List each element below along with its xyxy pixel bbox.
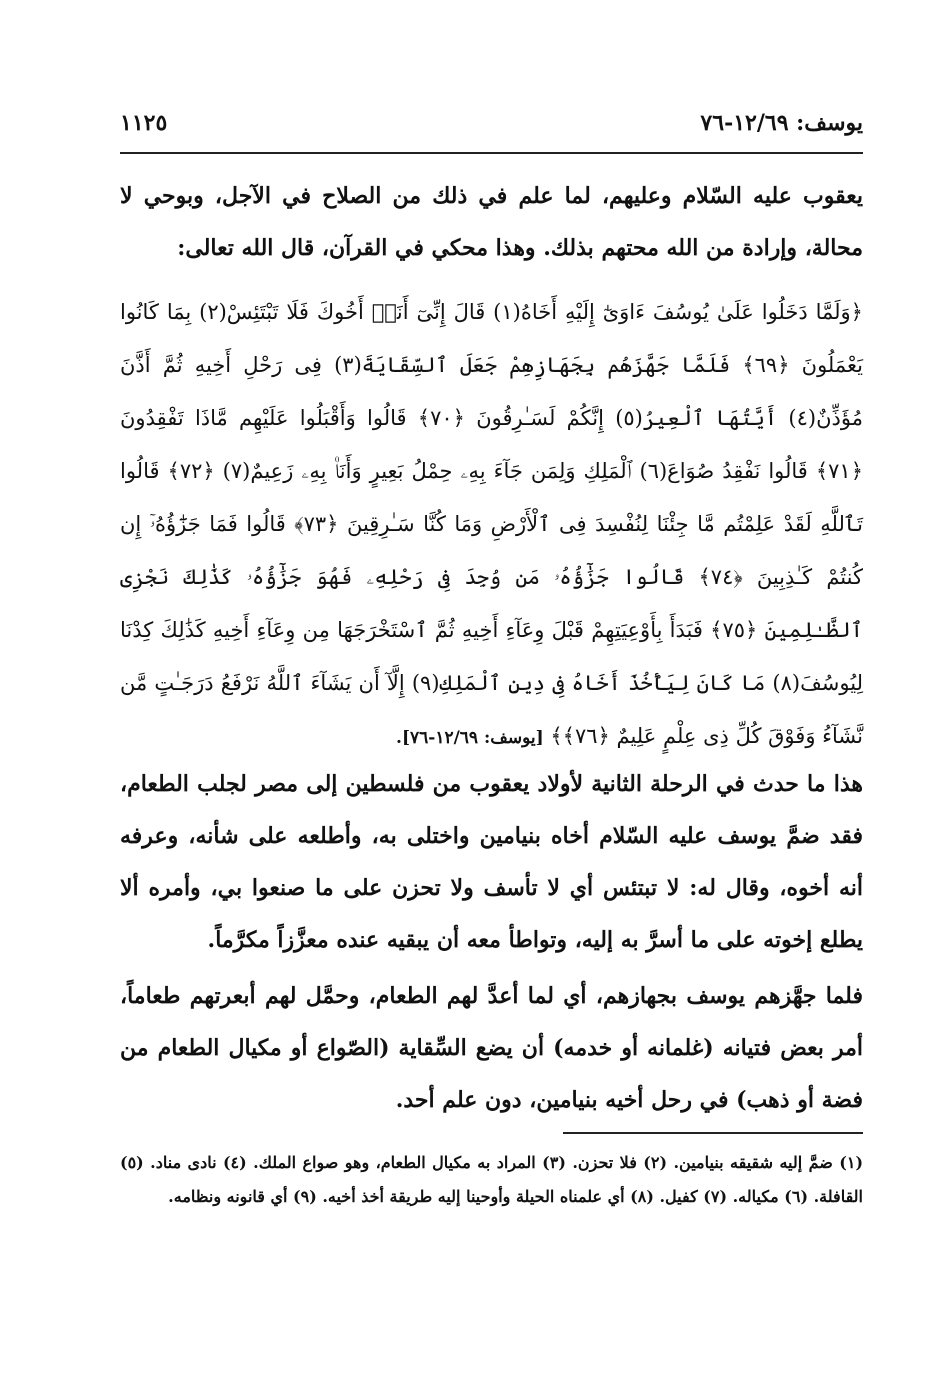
footnotes: (١) ضمَّ إليه شقيقه بنيامين. (٢) فلا تحزن. (٣) المراد به مكيال الطعام، وهو صواع الملك. (٤) نادى مناد. (٥) القافلة. (٦) مكياله. (٧) كفيل. (٨) أي علمناه الحيلة وأوحينا إليه طريقة أخذ أخيه. (٩) أي قانونه ونظامه. <box>120 1153 864 1206</box>
footnote-divider <box>563 1132 863 1134</box>
intro-paragraph: يعقوب عليه السّلام وعليهم، لما علم في ذلك من الصلاح في الآجل، وبوحي لا محالة، وإرادة من الله محتهم بذلك. وهذا محكي في القرآن، قال الله تعالى: <box>120 183 863 261</box>
quran-verses: ﴿وَلَمَّا دَخَلُوا عَلَىٰ يُوسُفَ ءَاوَىٰٓ إِلَيْهِ أَخَاهُ(١) قَالَ إِنِّىٓ أَنَا۠ أَخُوكَ فَلَا تَبْتَئِسْ(٢) بِمَا كَانُوا يَعْمَلُونَ ﴿٦٩﴾ فَلَمَّا جَهَّزَهُم بِجَهَازِهِمْ جَعَلَ ٱلسِّقَايَةَ(٣) فِى رَحْلِ أَخِيهِ ثُمَّ أَذَّنَ مُؤَذِّنٌ(٤) أَيَّتُهَا ٱلْعِيرُ(٥) إِنَّكُمْ لَسَـٰرِقُونَ ﴿٧٠﴾ قَالُوا وَأَقْبَلُوا عَلَيْهِم مَّاذَا تَفْقِدُونَ ﴿٧١﴾ قَالُوا نَفْقِدُ صُوَاعَ(٦) ٱلْمَلِكِ وَلِمَن جَآءَ بِهِۦ حِمْلُ بَعِيرٍ وَأَنَا۠ بِهِۦ زَعِيمٌ(٧) ﴿٧٢﴾ قَالُوا تَٱللَّهِ لَقَدْ عَلِمْتُم مَّا جِئْنَا لِنُفْسِدَ فِى ٱلْأَرْضِ وَمَا كُنَّا سَـٰرِقِينَ ﴿٧٣﴾ قَالُوا فَمَا جَزَٰٓؤُهُۥٓ إِن كُنتُمْ كَـٰذِبِينَ ﴿٧٤﴾ قَالُوا جَزَٰٓؤُهُۥ مَن وُجِدَ فِى رَحْلِهِۦ فَهُوَ جَزَٰٓؤُهُۥ كَذَٰلِكَ نَجْزِى ٱلظَّـٰلِمِينَ ﴿٧٥﴾ فَبَدَأَ بِأَوْعِيَتِهِمْ قَبْلَ وِعَآءِ أَخِيهِ ثُمَّ ٱسْتَخْرَجَهَا مِن وِعَآءِ أَخِيهِ كَذَٰلِكَ كِدْنَا لِيُوسُفَ(٨) مَا كَانَ لِيَأْخُذَ أَخَاهُ فِى دِينِ ٱلْمَلِكِ(٩) إِلَّآ أَن يَشَآءَ ٱللَّهُ نَرْفَعُ دَرَجَـٰتٍ مَّن نَّشَآءُ وَفَوْقَ كُلِّ ذِى عِلْمٍ عَلِيمٌ ﴿٧٦﴾﴾ <box>120 300 864 748</box>
commentary-paragraph-1: هذا ما حدث في الرحلة الثانية لأولاد يعقوب من فلسطين إلى مصر لجلب الطعام، فقد ضمَّ يوسف عليه السّلام أخاه بنيامين واختلى به، وأطلعه على شأنه، وعرفه أنه أخوه، وقال له: لا تبتئس أي لا تأسف ولا تحزن على ما صنعوا بي، وأمره ألا يطلع إخوته على ما أسرَّ به إليه، وتواطأ معه أن يبقيه عنده معزَّزاً مكرَّماً. <box>120 771 863 953</box>
quran-passage <box>120 286 863 765</box>
page-header <box>120 100 863 154</box>
running-title: يوسف: ١٢/٦٩-٧٦ <box>700 110 863 136</box>
commentary-paragraph-2: فلما جهَّزهم يوسف بجهازهم، أي لما أعدَّ لهم الطعام، وحمَّل لهم أبعرتهم طعاماً، أمر بعض فتيانه (غلمانه أو خدمه) أن يضع السِّقاية (الصّواع أو مكيال الطعام من فضة أو ذهب) في رحل أخيه بنيامين، دون علم أحد. <box>120 983 863 1113</box>
page-number: ١١٢٥ <box>120 110 168 136</box>
quran-reference: [يوسف: ١٢/٦٩-٧٦]. <box>396 728 544 748</box>
